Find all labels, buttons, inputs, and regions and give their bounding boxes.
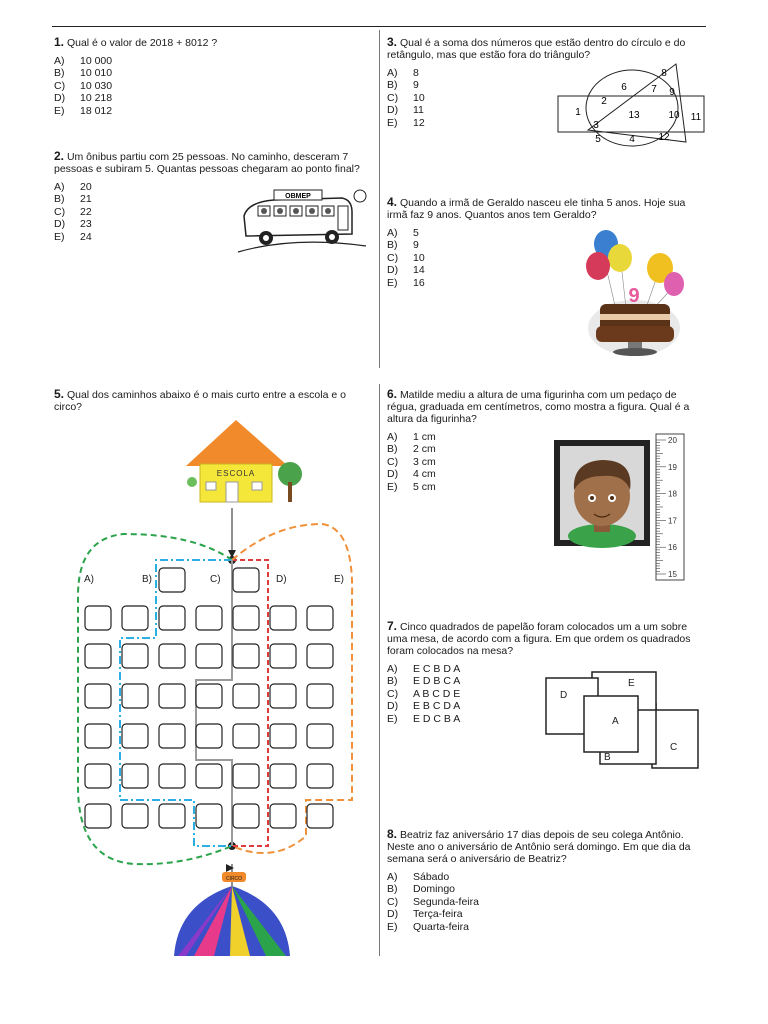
option-b[interactable]: B) 2 cm (387, 443, 436, 456)
block-square (159, 606, 185, 630)
option-d[interactable]: D) 10 218 (54, 92, 113, 105)
path-label-d: D) (276, 574, 287, 585)
square-label-c: C (670, 742, 678, 753)
option-c[interactable]: C) 10 (387, 91, 425, 104)
option-b[interactable]: B) 21 (54, 193, 92, 206)
question-8: 8. Beatriz faz aniversário 17 dias depois de seu colega Antônio. Neste ano o aniversário de Antônio será domingo. Em que dia da semana será o aniversário de Beatriz? A) Sábado B) Domingo C) Segunda-feira D) Terça-feira E) Quarta-feira (387, 828, 707, 933)
paths-diagram (54, 416, 374, 960)
block-square (270, 644, 296, 668)
sticker-ruler-figure (552, 432, 688, 584)
option-e[interactable]: E) 12 (387, 116, 425, 129)
option-e[interactable]: E) 5 cm (387, 480, 436, 493)
block-square (122, 724, 148, 748)
block-square (196, 684, 222, 708)
svg-text:10: 10 (668, 110, 680, 121)
svg-text:7: 7 (651, 84, 657, 95)
circus-illustration (174, 864, 290, 956)
block-square (233, 684, 259, 708)
block-square (233, 644, 259, 668)
block-square (159, 684, 185, 708)
block-square (85, 724, 111, 748)
option-d[interactable]: D) 11 (387, 104, 424, 117)
option-c[interactable]: C) 10 030 (54, 79, 113, 92)
block-square (122, 644, 148, 668)
top-rule (52, 26, 706, 27)
block-square (159, 568, 185, 592)
square-label-e: E (628, 678, 635, 689)
block-square (196, 764, 222, 788)
block-square (307, 764, 333, 788)
block-square (122, 804, 148, 828)
block-square (270, 764, 296, 788)
path-label-a: A) (84, 574, 94, 585)
block-square (122, 684, 148, 708)
block-square (85, 606, 111, 630)
svg-text:6: 6 (621, 82, 627, 93)
svg-text:8: 8 (661, 68, 667, 79)
overlapping-squares-figure (542, 668, 702, 772)
block-square (196, 606, 222, 630)
block-square (85, 804, 111, 828)
svg-text:11: 11 (690, 112, 702, 123)
block-square (233, 568, 259, 592)
svg-text:1: 1 (575, 107, 581, 118)
block-square (85, 644, 111, 668)
block-square (196, 644, 222, 668)
option-c[interactable]: C) 3 cm (387, 455, 436, 468)
block-square (270, 606, 296, 630)
svg-text:13: 13 (628, 110, 640, 121)
question-stem (54, 36, 372, 49)
option-a[interactable]: A) E C B D A (387, 663, 461, 675)
option-d[interactable]: D) Terça-feira (387, 908, 463, 921)
circus-flag: CIRCO (225, 876, 243, 882)
option-c[interactable]: C) Segunda-feira (387, 895, 479, 908)
square-label-d: D (560, 690, 568, 701)
cake-number: 9 (628, 285, 640, 307)
options-list (387, 871, 707, 933)
question-7: 7. Cinco quadrados de papelão foram colocados um a um sobre uma mesa, de acordo com a figura. Em que ordem os quadrados foram colocados na mesa? A) E C B D A B) E D B C A C) A B C D E D) E B C D A E) E D C B A (387, 620, 707, 725)
bus-illustration (234, 186, 374, 258)
block-square (85, 764, 111, 788)
svg-text:3: 3 (593, 120, 599, 131)
option-c[interactable]: C) A B C D E (387, 687, 461, 700)
block-square (233, 764, 259, 788)
ruler-label: 20 (668, 436, 677, 445)
option-b[interactable]: B) E D B C A (387, 675, 461, 688)
block-square (307, 644, 333, 668)
birthday-cake-illustration (582, 228, 688, 360)
svg-text:4: 4 (629, 134, 635, 145)
block-square (122, 606, 148, 630)
svg-text:2: 2 (601, 96, 607, 107)
svg-text:9: 9 (669, 87, 675, 98)
ruler-label: 18 (668, 489, 677, 499)
block-square (233, 606, 259, 630)
ruler-label: 16 (668, 543, 677, 553)
square-label-b: B (604, 752, 611, 763)
block-square (159, 724, 185, 748)
path-label-b: B) (142, 574, 152, 585)
option-e[interactable]: E) 24 (54, 230, 92, 243)
option-e[interactable]: E) 18 012 (54, 104, 113, 117)
school-illustration (186, 420, 302, 502)
block-square (307, 606, 333, 630)
option-a[interactable]: A) Sábado (387, 871, 450, 883)
question-text: Qual é o valor de 2018 + 8012 ? (66, 37, 218, 49)
options-list (54, 55, 372, 117)
square-label-a: A (612, 716, 619, 727)
option-b[interactable]: B) Domingo (387, 883, 456, 896)
block-square (270, 724, 296, 748)
block-square (307, 724, 333, 748)
column-divider-top (379, 30, 380, 368)
option-a[interactable]: A) 8 (387, 67, 419, 79)
option-b[interactable]: B) 9 (387, 79, 419, 92)
block-grid (85, 568, 333, 828)
block-square (159, 804, 185, 828)
block-square (307, 804, 333, 828)
block-square (196, 724, 222, 748)
question-5: 5. Qual dos caminhos abaixo é o mais curto entre a escola e o circo? (54, 387, 346, 413)
option-a[interactable]: A) 1 cm (387, 431, 436, 443)
option-c[interactable]: C) 22 (54, 205, 92, 218)
block-square (233, 724, 259, 748)
question-1 (54, 36, 372, 117)
option-a[interactable]: A) 10 000 (54, 55, 113, 67)
question-6: 6. Matilde mediu a altura de uma figurinha com um pedaço de régua, graduada em centímetros, como mostra a figura. Qual é a altura da figurinha? A) 1 cm B) 2 cm C) 3 cm D) 4 cm E) 5 cm (387, 388, 707, 493)
ruler-label: 15 (668, 570, 677, 579)
block-square (307, 684, 333, 708)
path-label-e: E) (334, 574, 344, 585)
option-e[interactable]: E) E D C B A (387, 712, 461, 725)
venn-diagram (556, 60, 708, 152)
svg-text:5: 5 (595, 134, 601, 145)
option-e[interactable]: E) Quarta-feira (387, 920, 470, 933)
block-square (122, 764, 148, 788)
option-b[interactable]: B) 10 010 (54, 67, 113, 80)
bus-sign: OBMEP (285, 193, 311, 200)
question-4: 4. Quando a irmã de Geraldo nasceu ele tinha 5 anos. Hoje sua irmã faz 9 anos. Quantos anos tem Geraldo? A) 5 B) 9 C) 10 D) 14 E) 16 (387, 196, 707, 289)
school-sign: ESCOLA (216, 469, 256, 478)
option-c[interactable]: C) 10 (387, 251, 425, 264)
option-d[interactable]: D) E B C D A (387, 700, 461, 713)
ruler-label: 19 (668, 462, 677, 472)
option-d[interactable]: D) 23 (54, 218, 92, 231)
svg-text:12: 12 (658, 132, 670, 143)
block-square (233, 804, 259, 828)
block-square (196, 804, 222, 828)
block-square (270, 804, 296, 828)
option-d[interactable]: D) 4 cm (387, 468, 436, 481)
ruler-label: 17 (668, 516, 677, 526)
question-number: 1. (54, 35, 65, 49)
option-d[interactable]: D) 14 (387, 264, 425, 277)
block-square (159, 644, 185, 668)
option-a[interactable]: A) 20 (54, 181, 92, 193)
column-divider-bottom (379, 384, 380, 956)
block-square (85, 684, 111, 708)
question-stem: 2. Um ônibus partiu com 25 pessoas. No caminho, desceram 7 pessoas e subiram 5. Quantas pessoas chegaram ao ponto final? (54, 149, 360, 175)
option-b[interactable]: B) 9 (387, 239, 419, 252)
question-3: 3. Qual é a soma dos números que estão dentro do círculo e do retângulo, mas que estão fora do triângulo? A) 8 B) 9 C) 10 D) 11 E) 12 (387, 36, 707, 129)
option-e[interactable]: E) 16 (387, 276, 425, 289)
option-a[interactable]: A) 5 (387, 227, 419, 239)
block-square (270, 684, 296, 708)
block-square (159, 764, 185, 788)
path-label-c: C) (210, 574, 221, 585)
